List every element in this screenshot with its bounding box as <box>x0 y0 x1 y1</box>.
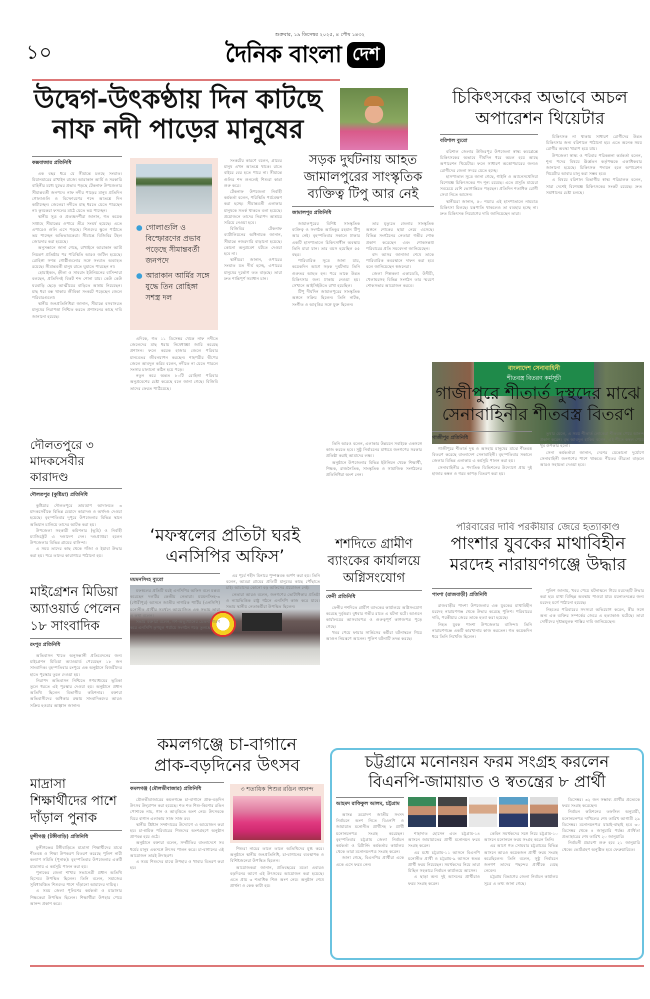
bullet-icon: ● <box>136 223 143 232</box>
ot-headline-line2: অপারেশন থিয়েটার <box>475 109 605 129</box>
madrasa-headline[interactable]: মাদ্রাসা শিক্ষার্থীদের পাশে দাঁড়াল পুনাক <box>30 777 117 826</box>
lead-body-col2: এদিকে, গত ১১ ডিসেম্বর থেকে নাফ নদীতে জেলেদের মাছ ধরায় নিষেধাজ্ঞা জারি করেছে প্রশাসন। ফলে কয়েক হাজার জেলে পরিবার মানবেতর জীবনযাপন করছেন। শাহপরীর দ্বীপের জেলে আবদুল করিম বলেন, নদীতে না যেতে পারলে সংসার চালানো কঠিন হয়ে পড়ে। নতুন করে অন্তত ৮০টি রোহিঙ্গা পরিবার অনুপ্রবেশের চেষ্টা করেছে বলে জানা গেছে। বিজিবি তাদের ফেরত পাঠিয়েছে। <box>130 336 218 391</box>
candidate-photo <box>530 797 558 827</box>
candidate-photo <box>408 797 436 827</box>
ctg-body-col3: কেবিন সমর্থকদের সঙ্গে নিয়ে চট্টগ্রাম-১০ আসনে মনোনয়ন ফরম সংগ্রহ করেন তিনি। এর আগে গত সোমবার চট্টগ্রামের বিভিন্ন আসনে আরও কয়েকজন প্রার্থী ফরম সংগ্রহ করেছিলেন। তিনি বলেন, সুষ্ঠু নির্বাচনে জনগণ তাদের পছন্দের প্রার্থীকে বেছে নেবেন। চট্টগ্রাম বিভাগের জেলা নির্বাচন কার্যালয় সূত্রে এ তথ্য জানা গেছে। <box>484 831 558 886</box>
ncp-column-1 <box>130 573 220 729</box>
tipu-body-col1: জামালপুরের বিশিষ্ট সাংস্কৃতিক ব্যক্তিত্ব ও সংগঠক আতিকুর রহমান টিপু আর নেই। বৃহস্পতিবার সকালে ঢাকার একটি হাসপাতালে চিকিৎসাধীন অবস্থায় তিনি মারা যান। তার বয়স হয়েছিল ৫৫ বছর। পারিবারিক সূত্রে জানা যায়, কয়েকদিন আগে সড়ক দুর্ঘটনায় তিনি গুরুতর আহত হন। পরে তাকে উন্নত চিকিৎসার জন্য ঢাকায় নেওয়া হয়। সেখানে আইসিইউতে রাখা হয়েছিল। টিপু দীর্ঘদিন জামালপুরের সাংস্কৃতিক অঙ্গনে সক্রিয় ছিলেন। তিনি নাটক, সংগীত ও আবৃত্তির সঙ্গে যুক্ত ছিলেন। <box>292 221 360 307</box>
pangsha-body-col2: পুলিশ জানায়, খবর পেয়ে ঘটনাস্থলে গিয়ে মরদেহটি উদ্ধার করা হয়। মাথা বিচ্ছিন্ন অবস্থায় পাওয়া যায়। ময়নাতদন্তের জন্য মরদেহ মর্গে পাঠানো হয়েছে। নিহতের পরিবারের সদস্যরা অভিযোগ করেন, স্ত্রীর সঙ্গে অন্য এক ব্যক্তির সম্পর্কের জেরে এ হত্যাকাণ্ড ঘটেছে। তারা দোষীদের দৃষ্টান্তমূলক শাস্তির দাবি জানিয়েছেন। <box>540 588 644 625</box>
page-number: ১০ <box>26 40 52 64</box>
highlight-item: ● আরাকান আর্মির সঙ্গে যুদ্ধে তিন রোহিঙ্গা সশস্ত্র দল <box>136 271 210 302</box>
tea-column-2 <box>230 784 324 958</box>
tea-body-col1: মৌলভীবাজারের কমলগঞ্জে চা-বাগানে প্রাক-বড়দিন উৎসব উদ্‌যাপন করা হয়েছে। শত শত শিশু-কিশোর রঙিন পোশাকে নাচ, গান ও আবৃত্তিতে অংশ নেয়। উৎসবকে ঘিরে বাগান এলাকায় সাজ সাজ রব। স্থানীয় খ্রিষ্টান সম্প্রদায়ের উদ্যোগে এ আয়োজন করা হয়। চা-শ্রমিক পরিবারের শিশুদের অংশগ্রহণে অনুষ্ঠান প্রাণবন্ত হয়ে ওঠে। অনুষ্ঠানে বক্তারা বলেন, সম্প্রীতির বাংলাদেশে সব ধর্মের মানুষ একসঙ্গে উৎসব পালন করে। চা-বাগানের এই আয়োজন তারই উদাহরণ। এ সময় শিশুদের মাঝে উপহার ও খাবার বিতরণ করা হয়। <box>130 797 224 871</box>
ot-byline: বরিশাল ব্যুরো <box>440 134 538 146</box>
bottom-rule <box>30 965 644 967</box>
migration-headline[interactable]: মাইগ্রেশন মিডিয়া অ্যাওয়ার্ড পেলেন ১৮ সাংবাদিক <box>30 585 121 634</box>
fire-body: ফেনীর শশদিতে গ্রামীণ ব্যাংকের কার্যালয়ে অগ্নিসংযোগ করেছে দুর্বৃত্তরা। বুধবার গভীর রাতে এ ঘটনা ঘটে। আগুনে কার্যালয়ের আসবাবপত্র ও গুরুত্বপূর্ণ কাগজপত্র পুড়ে গেছে। খবর পেয়ে ফায়ার সার্ভিসের কর্মীরা ঘটনাস্থলে গিয়ে আগুন নিয়ন্ত্রণে আনেন। পুলিশ ঘটনাটি তদন্ত করছে। <box>326 605 422 642</box>
candidate-photo <box>499 797 527 827</box>
pangsha-headline-line1: পাংশার যুবকের মাথাবিহীন <box>450 534 626 554</box>
daulatpur-byline: দৌলতপুর (কুষ্টিয়া) প্রতিনিধি <box>30 488 122 500</box>
ncp-body-col1: মফস্বলের প্রতিটি ঘরই এনসিপির অফিস বলে মন্তব্য করেছেন দলটির কেন্দ্রীয় নেতারা। ময়মনসিংহ-৩ (গৌরীপুর) আসনে জাতীয় নাগরিক পার্টির (এনসিপি) মনোনীত প্রার্থীর সমর্থনে আয়োজিত এক সভায় তারা এ কথা বলেন। সভায় বক্তারা বলেন, গণ-অভ্যুত্থানের চেতনা ধারণ করে এনসিপি তৃণমূল পর্যায়ে সংগঠন গড়ে তুলছে। <box>130 588 220 631</box>
ctg-body-col2: শাহাদাত হোসেন এবং চট্টগ্রাম-১৪ আসনে জামায়াতের প্রার্থী মনোনয়ন ফরম সংগ্রহ করেন। এর মধ্যে চট্টগ্রাম-১১ আসনে বিএনপি মনোনীত প্রার্থী ও চট্টগ্রাম-৯ আসনে স্বতন্ত্র প্রার্থী ফরম নিয়েছেন। সমর্থকদের নিয়ে তারা মিছিল সহকারে নির্বাচন কার্যালয়ে আসেন। এ ছাড়া অন্য দুই আসনের প্রার্থীরাও ফরম সংগ্রহ করেন। <box>408 831 480 886</box>
lead-body-col1: এক বছর ধরে যে সীমান্তে চলছে সংঘাত। মিয়ানমারের রাখাইন রাজ্যে আরাকান আর্মি ও সরকারি বাহিনীর মধ্যে যুদ্ধের প্রভাব পড়ছে টেকনাফ উপজেলার সীমান্তবর্তী জনপদে। নাফ নদীর পাড়ের মানুষ প্রতিদিন গোলাগুলি ও বিস্ফোরণের শব্দে আতঙ্কে দিন কাটাচ্ছেন। জেলেরা নদীতে মাছ ধরতে যেতে পারছেন না। কৃষকেরা ফসলের মাঠে যেতে ভয় পাচ্ছেন। স্থানীয় সূত্র ও প্রত্যক্ষদর্শীরা জানান, গত কয়েক সপ্তাহে সীমান্তের ওপারে তীব্র সংঘর্ষ হয়েছে। এতে এপারেও গুলি এসে পড়ছে। শিশুদের স্কুলে পাঠাতে ভয় পাচ্ছেন অভিভাবকেরা। সীমান্তে বিজিবির টহল জোরদার করা হয়েছে। অনুসন্ধানে জানা গেছে, রাখাইনে আরাকান আর্মি নিয়ন্ত্রণ প্রতিষ্ঠার পর পরিস্থিতি আরও জটিল হয়েছে। রোহিঙ্গা সশস্ত্র গোষ্ঠীগুলোর সঙ্গে সংঘাত অব্যাহত রয়েছে। সীমান্তবর্তী মানুষ রাতে ঘুমাতে পারছেন না। হোয়াইক্যং, হ্নীলা ও সাবরাং ইউনিয়নের বাসিন্দারা বলছেন, প্রতিদিনই বিকট শব্দ শোনা যায়। কেউ কেউ ঘরবাড়ি ছেড়ে আত্মীয়ের বাড়িতে আশ্রয় নিয়েছেন। মাছ ধরা বন্ধ থাকায় জীবিকা সংকটে পড়েছেন জেলে পরিবারগুলো। স্থানীয় জনপ্রতিনিধিরা জানান, সীমান্তে বসবাসরত মানুষের নিরাপত্তা নিশ্চিত করতে প্রশাসনের কাছে দাবি জানানো হয়েছে। <box>32 171 122 319</box>
dateline: শুক্রবার, ১৯ ডিসেম্বর ২০২৫, ৪ পৌষ ১৪৩২ <box>275 32 365 38</box>
daulatpur-headline[interactable]: দৌলতপুরে ৩ মাদকসেবীর কারাদণ্ড <box>30 438 94 484</box>
lead-highlight-box <box>130 158 218 330</box>
migration-byline: রংপুর প্রতিনিধি <box>30 638 122 650</box>
hair-shape <box>364 96 384 106</box>
lead-headline-line1: উদ্বেগ-উৎকণ্ঠায় দিন কাটছে <box>33 85 322 115</box>
ot-headline-line1: চিকিৎসকের অভাবে অচল <box>452 88 628 108</box>
ctg-byline: আহমদ রাফিকুল আলম, চট্টগ্রাম <box>336 797 404 809</box>
pangsha-headline-line2: মরদেহ নারায়ণগঞ্জে উদ্ধার <box>449 555 627 575</box>
tea-headline-line2: প্রাক-বড়দিনের উৎসব <box>154 756 300 776</box>
ctg-column-1 <box>336 797 404 955</box>
madrasa-story <box>30 776 122 958</box>
ot-column-1 <box>440 134 538 294</box>
pangsha-byline: পাংশা (রাজবাড়ী) প্রতিনিধি <box>432 588 532 600</box>
bullet-icon: ● <box>136 271 143 280</box>
tea-column-1 <box>130 782 224 958</box>
candidate-photos <box>408 797 558 827</box>
army-headline[interactable] <box>432 384 644 426</box>
ctg-headline[interactable] <box>334 752 640 792</box>
army-headline-line2: সেনাবাহিনীর শীতবস্ত্র বিতরণ <box>441 405 635 425</box>
daulatpur-story <box>30 437 122 580</box>
lead-column-1 <box>32 156 122 434</box>
ot-body-col2: চিকিৎসক না থাকায় সাধারণ রোগীদের উন্নত চিকিৎসার জন্য বরিশালে পাঠানো হয়। এতে অনেক সময় রোগীর অবস্থা খারাপ হয়ে যায়। উপজেলা স্বাস্থ্য ও পরিবার পরিকল্পনা কর্মকর্তা বলেন, শূন্য পদের বিষয়ে ঊর্ধ্বতন কর্তৃপক্ষকে একাধিকবার জানানো হয়েছে। চিকিৎসক পদায়ন হলে অপারেশন থিয়েটার আবার চালু করা সম্ভব হবে। এ বিষয়ে বরিশাল বিভাগীয় স্বাস্থ্য পরিচালক বলেন, সারা দেশেই বিশেষজ্ঞ চিকিৎসকের সংকট রয়েছে। দ্রুত সমাধানের চেষ্টা চলছে। <box>546 134 642 195</box>
tea-photo-box <box>230 784 324 843</box>
ncp-headline-line1: ‘মফস্বলের প্রতিটা ঘরই <box>149 526 301 546</box>
tipu-body-col2: তার মৃত্যুতে জেলার সাংস্কৃতিক অঙ্গনে শোকের ছায়া নেমে এসেছে। বিভিন্ন সংগঠনের নেতারা গভীর শোক প্রকাশ করেছেন এবং শোকসন্তপ্ত পরিবারের প্রতি সমবেদনা জানিয়েছেন। বাদ আসর জানাজা শেষে তাকে পারিবারিক কবরস্থানে দাফন করা হবে বলে জানিয়েছেন স্বজনেরা। জেলা শিল্পকলা একাডেমি, উদীচী, খেলাঘরসহ বিভিন্ন সংগঠন তার স্মরণে শোকসভার আয়োজন করবে। <box>366 221 434 289</box>
fire-byline: ফেনী প্রতিনিধি <box>326 590 422 602</box>
highlight-item: ● গোলাগুলি ও বিস্ফোরণের প্রভাব পড়েছে সীমান্তবর্তী জনপদে <box>136 223 201 265</box>
tea-headline-line1: কমলগঞ্জে চা-বাগানে <box>157 735 297 755</box>
tipu-portrait-photo <box>340 88 408 150</box>
lead-headline-line2: নাফ নদী পাড়ের মানুষের <box>52 114 304 145</box>
fire-headline[interactable]: শশদিতে গ্রামীণ ব্যাংকের কার্যালয়ে অগ্নিসংযোগ <box>327 537 421 586</box>
naf-river-photo <box>136 164 212 214</box>
fire-story <box>326 536 422 729</box>
army-banner-line1: বাংলাদেশ সেনাবাহিনী <box>507 365 561 372</box>
pangsha-column-1 <box>432 588 532 728</box>
lead-headline[interactable] <box>28 86 328 146</box>
ncp-body-col2: এর পূর্বে শহীদ মিনারে পুষ্পস্তবক অর্পণ করা হয়। তিনি বলেন, আমরা গ্রামের প্রতিটি মানুষের কাছে পৌঁছাতে চাই। আমাদের কোনো বড় অফিসের প্রয়োজন নেই। নেতারা আরও বলেন, জনগণের ভোটাধিকার প্রতিষ্ঠা ও ন্যায়ভিত্তিক রাষ্ট্র গঠনে এনসিপি কাজ করে যাবে। সভায় স্থানীয় নেতাকর্মীরা উপস্থিত ছিলেন। <box>226 573 320 610</box>
lead-body-col3: সংকটের কারণে বলেন, গ্রামের মানুষ এখন আতঙ্কে থাকে। রাতে বাইরে বের হতে পারে না। সীমান্তে গুলির শব্দ শুনলেই শিশুরা কান্না শুরু করে। টেকনাফ উপজেলা নির্বাহী কর্মকর্তা বলেন, পরিস্থিতি পর্যবেক্ষণ করা হচ্ছে। সীমান্তবর্তী এলাকার মানুষকে সতর্ক থাকতে বলা হয়েছে। প্রয়োজনে তাদের নিরাপদ আশ্রয়ে সরিয়ে নেওয়া হবে। বিজিবির টেকনাফ ব্যাটালিয়নের অধিনায়ক জানান, সীমান্তে নজরদারি বাড়ানো হয়েছে। কোনো অনুপ্রবেশ ঘটতে দেওয়া হবে না। স্থানীয়রা জানান, ওপারের সংঘাত যত দীর্ঘ হচ্ছে, এপারের মানুষের দুর্ভোগ তত বাড়ছে। তারা দ্রুত শান্তিপূর্ণ সমাধান চান। <box>224 158 282 281</box>
ncp-headline[interactable] <box>130 526 320 568</box>
tipu-body <box>292 221 434 434</box>
army-banner-line2: শীতবস্ত্র বিতরণ কর্মসূচী <box>507 375 561 382</box>
pangsha-body-col1: রাজবাড়ীর পাংশা উপজেলার এক যুবকের মাথাবিহীন মরদেহ নারায়ণগঞ্জ থেকে উদ্ধার করেছে পুলিশ। পরিবারের দাবি, পরকীয়ার জেরে তাকে হত্যা করা হয়েছে। নিহত যুবক পাংশা উপজেলার বাসিন্দা। তিনি নারায়ণগঞ্জে একটি কারখানায় কাজ করতেন। গত কয়েকদিন ধরে তিনি নিখোঁজ ছিলেন। <box>432 603 532 640</box>
top-rule <box>32 79 340 81</box>
ctg-headline-line1: চট্টগ্রামে মনোনয়ন ফরম সংগ্রহ করলেন <box>364 752 610 771</box>
tea-headline[interactable] <box>130 735 324 777</box>
migration-story <box>30 584 122 772</box>
pangsha-heading <box>432 522 644 586</box>
pangsha-kicker: পরিবারের দাবি পরকীয়ার জেরে হত্যাকাণ্ড <box>456 522 620 533</box>
army-body-col2: তুষার মেলে, এ সময় শীতার্ত লোকেরা শীতবস্ত্র পেয়ে আনন্দ প্রকাশ করেন। বৃদ্ধ আবদুল হাকিম বলেন, এই শীতে কম্বল পেয়ে খুব উপকার হলো। সেনা কর্মকর্তারা জানান, দেশের যেকোনো দুর্যোগে সেনাবাহিনী জনগণের পাশে থাকবে। শীতের তীব্রতা বাড়লে আরও সহায়তা দেওয়া হবে। <box>540 431 644 468</box>
masthead-name: দৈনিক বাংলা <box>225 41 342 68</box>
madrasa-body: মুন্সীগঞ্জের টঙ্গীবাড়িতে মাদ্রাসা শিক্ষার্থীদের মাঝে শীতবস্ত্র ও শিক্ষা উপকরণ বিতরণ করেছে পুলিশ নারী কল্যাণ সমিতি (পুনাক)। বৃহস্পতিবার উপজেলার একটি মাদ্রাসায় এ কর্মসূচি পালন করা হয়। পুনাকের জেলা শাখার সভানেত্রী প্রধান অতিথি হিসেবে উপস্থিত ছিলেন। তিনি বলেন, সমাজের সুবিধাবঞ্চিত শিশুদের পাশে দাঁড়ানো আমাদের দায়িত্ব। এ সময় জেলা পুলিশের কর্মকর্তা ও মাদ্রাসার শিক্ষকেরা উপস্থিত ছিলেন। শিক্ষার্থীরা উপহার পেয়ে আনন্দ প্রকাশ করে। <box>30 845 122 906</box>
tea-byline: কমলগঞ্জ (মৌলভীবাজার) প্রতিনিধি <box>130 782 224 794</box>
lead-byline: কক্সবাজার প্রতিনিধি <box>32 156 122 168</box>
tipu-headline[interactable]: সড়ক দুর্ঘটনায় আহত জামালপুরের সাংস্কৃতিক ব্যক্তিত্ব টিপু আর নেই <box>303 153 423 202</box>
tipu-byline: জামালপুর প্রতিনিধি <box>292 206 434 218</box>
madrasa-byline: মুন্সীগঞ্জ (টঙ্গীবাড়ি) প্রতিনিধি <box>30 830 122 842</box>
candidate-photo <box>438 797 466 827</box>
pangsha-headline[interactable] <box>432 534 644 576</box>
army-column-1 <box>432 431 532 517</box>
candidate-photo <box>469 797 497 827</box>
ot-body-col1: বরিশাল জেলার উজিরপুর উপজেলা স্বাস্থ্য কমপ্লেক্সে চিকিৎসকের অভাবে দীর্ঘদিন ধরে অচল হয়ে আছে অপারেশন থিয়েটার। ফলে সাধারণ অস্ত্রোপচারের জন্যও রোগীদের জেলা সদরে যেতে হচ্ছে। হাসপাতাল সূত্রে জানা গেছে, গাইনি ও অ্যানেসথেসিয়া বিশেষজ্ঞ চিকিৎসকের পদ শূন্য রয়েছে। এতে প্রসূতি মায়েরা সবচেয়ে বেশি ভোগান্তিতে পড়ছেন। প্রতিদিন শতাধিক রোগী সেবা নিতে আসেন। স্থানীয়রা জানান, ৫০ শয্যার এই হাসপাতালে নামমাত্র চিকিৎসা মিলছে। যন্ত্রপাতি থাকলেও তা ব্যবহার হচ্ছে না। দ্রুত চিকিৎসক নিয়োগের দাবি জানিয়েছেন তারা। <box>440 149 538 217</box>
ctg-body-col4: ডিসেম্বর। ৩২ জন সম্ভাব্য প্রার্থীর প্রত্যেকে ফরম সংগ্রহ করেছেন। নির্বাচন কমিশনের তফসিল অনুযায়ী, মনোনয়নপত্র দাখিলের শেষ তারিখ আগামী ২৯ ডিসেম্বর। মনোনয়নপত্র যাচাই-বাছাই হবে ৩০ ডিসেম্বর থেকে ৪ জানুয়ারি পর্যন্ত। প্রার্থিতা প্রত্যাহারের শেষ তারিখ ২০ জানুয়ারি। নির্বাচনী প্রচারণা শুরু হবে ২১ জানুয়ারি থেকে। ভোটগ্রহণ অনুষ্ঠিত হবে ফেব্রুয়ারিতে। <box>562 797 640 852</box>
ncp-body-col3: তিনি আরও বলেন, এলাকার উন্নয়নে সবাইকে একসঙ্গে কাজ করতে হবে। সুষ্ঠু নির্বাচনের মাধ্যমে জনগণের সরকার প্রতিষ্ঠা করাই আমাদের লক্ষ্য। অনুষ্ঠানে উপজেলার বিভিন্ন ইউনিয়ন থেকে শিক্ষার্থী, শিক্ষক, রাজনৈতিক, সাংস্কৃতিক ও সামাজিক সংগঠনের প্রতিনিধিরা অংশ নেন। <box>326 441 422 478</box>
army-body-col1: গাজীপুরে শীতার্ত দুস্থ ও অসহায় মানুষের মাঝে শীতবস্ত্র বিতরণ করেছে বাংলাদেশ সেনাবাহিনী। বৃহস্পতিবার সকালে জেলার বিভিন্ন এলাকায় এ কর্মসূচি পালন করা হয়। সেনাবাহিনীর ৯ পদাতিক ডিভিশনের উদ্যোগে প্রায় দুই হাজার কম্বল ও গরম কাপড় বিতরণ করা হয়। <box>432 446 532 476</box>
army-byline: গাজীপুর প্রতিনিধি <box>432 431 532 443</box>
army-headline-line1: গাজীপুরে শীতার্ত দুস্থদের মাঝে <box>435 384 641 404</box>
masthead <box>170 40 440 70</box>
ncp-headline-line2: এনসিপির অফিস’ <box>165 547 285 567</box>
ctg-body-col1: আসন্ন ত্রয়োদশ জাতীয় সংসদ নির্বাচনে অংশ নিতে বিএনপি ও জামায়াত মনোনীত প্রার্থীসহ ৮ প্রার্থী মনোনয়নপত্র সংগ্রহ করেছেন। বৃহস্পতিবার চট্টগ্রাম জেলা নির্বাচন কর্মকর্তা ও রিটার্নিং কর্মকর্তার কার্যালয় থেকে তারা মনোনয়নপত্র সংগ্রহ করেন। জানা গেছে, বিএনপির প্রার্থীরা একে একে এসে ফরম নেন। <box>336 812 404 867</box>
ot-headline[interactable] <box>440 88 640 130</box>
tea-dance-photo <box>233 796 321 840</box>
ncp-byline: ময়মনসিংহ ব্যুরো <box>130 573 220 585</box>
migration-body: অভিবাসন খাতে অনুসন্ধানী প্রতিবেদনের জন্য মাইগ্রেশন মিডিয়া অ্যাওয়ার্ড পেয়েছেন ১৮ জন সাংবাদিক। বৃহস্পতিবার রংপুরে এক অনুষ্ঠানে বিজয়ীদের হাতে পুরস্কার তুলে দেওয়া হয়। নিরাপদ অভিবাসন নিশ্চিতে গণমাধ্যমের ভূমিকা তুলে ধরতে এই পুরস্কার দেওয়া হয়। অনুষ্ঠানে প্রধান অতিথি ছিলেন বিভাগীয় কমিশনার। বক্তারা অভিবাসীদের অধিকার রক্ষায় সাংবাদিকদের আরও সক্রিয় হওয়ার আহ্বান জানান। <box>30 653 122 708</box>
tea-photo-caption: ৩ শতাধিক শিশুর রঙিন আনন্দ <box>240 786 314 793</box>
masthead-logo: দেশ <box>347 42 384 68</box>
ctg-headline-line2: বিএনপি-জামায়াত ও স্বতন্ত্রের ৮ প্রার্থী <box>368 772 606 791</box>
daulatpur-body: কুষ্টিয়ার দৌলতপুরে ভ্রাম্যমাণ আদালতে ৩ মাদকসেবীকে বিভিন্ন মেয়াদে কারাদণ্ড ও অর্থদণ্ড দেওয়া হয়েছে। বৃহস্পতিবার দুপুরে উপজেলার বিভিন্ন স্থানে অভিযান চালিয়ে তাদের আটক করা হয়। উপজেলা সহকারী কমিশনার (ভূমি) ও নির্বাহী ম্যাজিস্ট্রেট এ দণ্ডাদেশ দেন। দণ্ডপ্রাপ্তরা হলেন উপজেলার বিভিন্ন গ্রামের বাসিন্দা। এ সময় তাদের কাছ থেকে গাঁজা ও ইয়াবা উদ্ধার করা হয়। পরে তাদের কারাগারে পাঠানো হয়। <box>30 503 122 558</box>
tea-body-col2: শিশুরা নাচের তালে তালে অতিথিদের মুগ্ধ করে। অনুষ্ঠানে স্থানীয় জনপ্রতিনিধি, চা-বাগানের ব্যবস্থাপক ও বিশিষ্টজনেরা উপস্থিত ছিলেন। আয়োজকরা জানান, প্রতিবছরের মতো এবারও বড়দিনের আগে এই উৎসবের আয়োজন করা হয়েছে। এতে প্রায় ৩ শতাধিক শিশু অংশ নেয়। অনুষ্ঠান শেষে প্রার্থনা ও কেক কাটা হয়। <box>230 846 324 889</box>
tipu-story <box>292 152 434 434</box>
